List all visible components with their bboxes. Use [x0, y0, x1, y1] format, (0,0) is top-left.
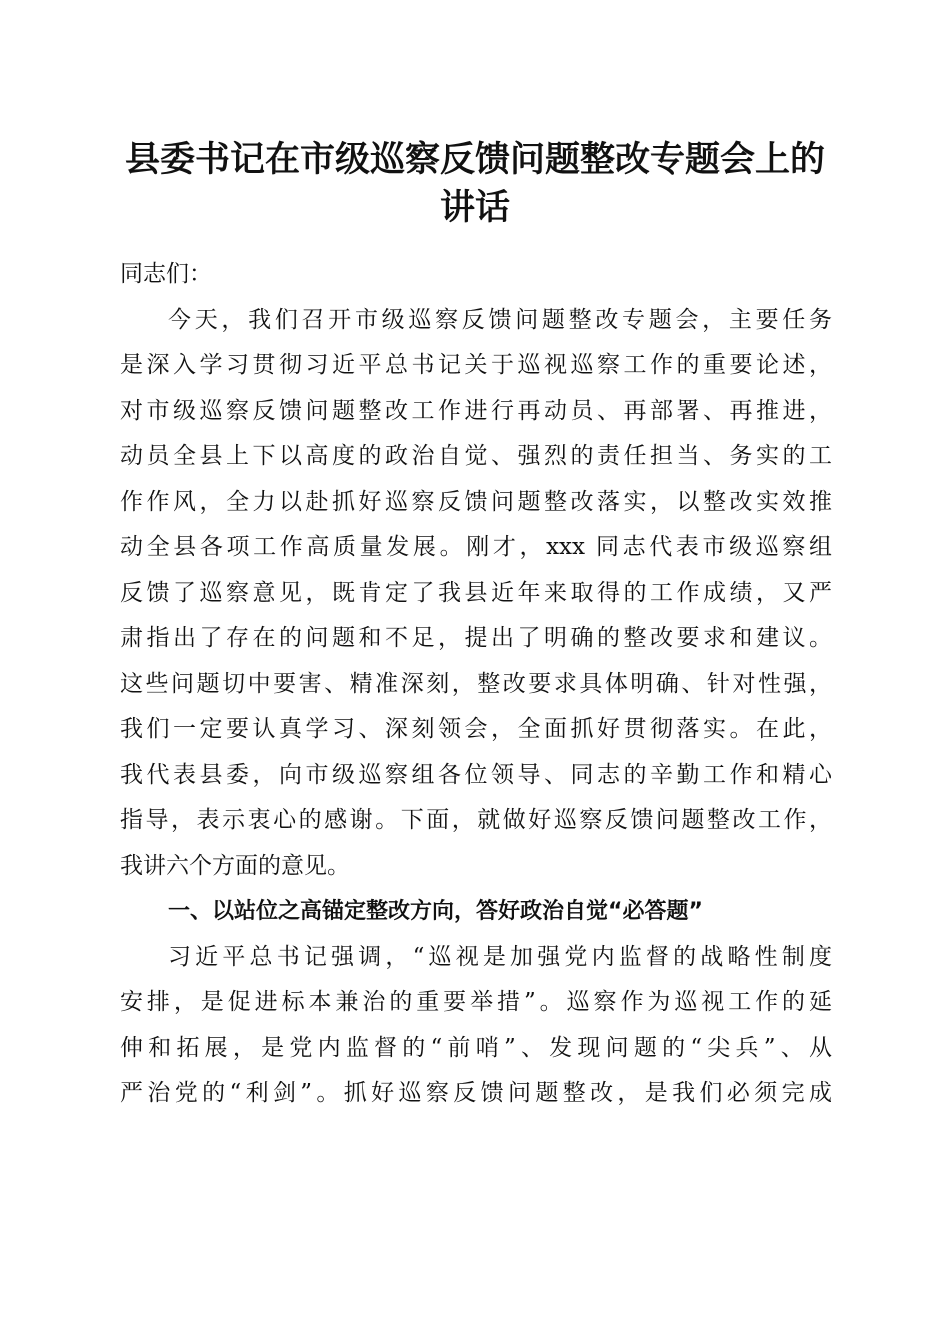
- paragraph-line: 伸和拓展，是党内监督的“前哨”、发现问题的“尖兵”、从: [120, 1034, 832, 1061]
- paragraph-line: 反馈了巡察意见，既肯定了我县近年来取得的工作成绩，又严: [120, 579, 832, 606]
- title-line-1: 县委书记在市级巡察反馈问题整改专题会上的: [124, 139, 825, 180]
- document-title: [100, 136, 850, 232]
- paragraph-line: 动全县各项工作高质量发展。刚才，xxx 同志代表市级巡察组: [120, 534, 832, 560]
- paragraph-intro: [120, 298, 832, 890]
- salutation: 同志们：: [120, 261, 212, 287]
- section-heading: 一、以站位之高锚定整改方向，答好政治自觉“必答题”: [168, 899, 703, 924]
- paragraph-line: 今天，我们召开市级巡察反馈问题整改专题会，主要任务: [168, 306, 832, 333]
- paragraph-line: 习近平总书记强调，“巡视是加强党内监督的战略性制度: [168, 943, 832, 970]
- paragraph-line: 我代表县委，向市级巡察组各位领导、同志的辛勤工作和精心: [120, 761, 832, 788]
- paragraph-line: 肃指出了存在的问题和不足，提出了明确的整改要求和建议。: [120, 625, 832, 651]
- paragraph-line: 作作风，全力以赴抓好巡察反馈问题整改落实，以整改实效推: [120, 488, 832, 515]
- document-body: [120, 252, 832, 1117]
- paragraph-line: 这些问题切中要害、精准深刻，整改要求具体明确、针对性强，: [120, 670, 832, 697]
- paragraph-line: 安排，是促进标本兼治的重要举措”。巡察作为巡视工作的延: [120, 989, 832, 1015]
- paragraph-line: 是深入学习贯彻习近平总书记关于巡视巡察工作的重要论述，: [120, 352, 832, 378]
- paragraph-line: 严治党的“利剑”。抓好巡察反馈问题整改，是我们必须完成: [120, 1080, 832, 1106]
- paragraph-section-1: [120, 935, 832, 1117]
- paragraph-line: 对市级巡察反馈问题整改工作进行再动员、再部署、再推进，: [120, 397, 832, 424]
- paragraph-line: 我们一定要认真学习、深刻领会，全面抓好贯彻落实。在此，: [120, 716, 832, 742]
- paragraph-line: 动员全县上下以高度的政治自觉、强烈的责任担当、务实的工: [120, 443, 832, 469]
- paragraph-line: 指导，表示衷心的感谢。下面，就做好巡察反馈问题整改工作，: [120, 807, 832, 833]
- paragraph-line: 我讲六个方面的意见。: [120, 852, 350, 879]
- title-line-2: 讲话: [439, 187, 510, 228]
